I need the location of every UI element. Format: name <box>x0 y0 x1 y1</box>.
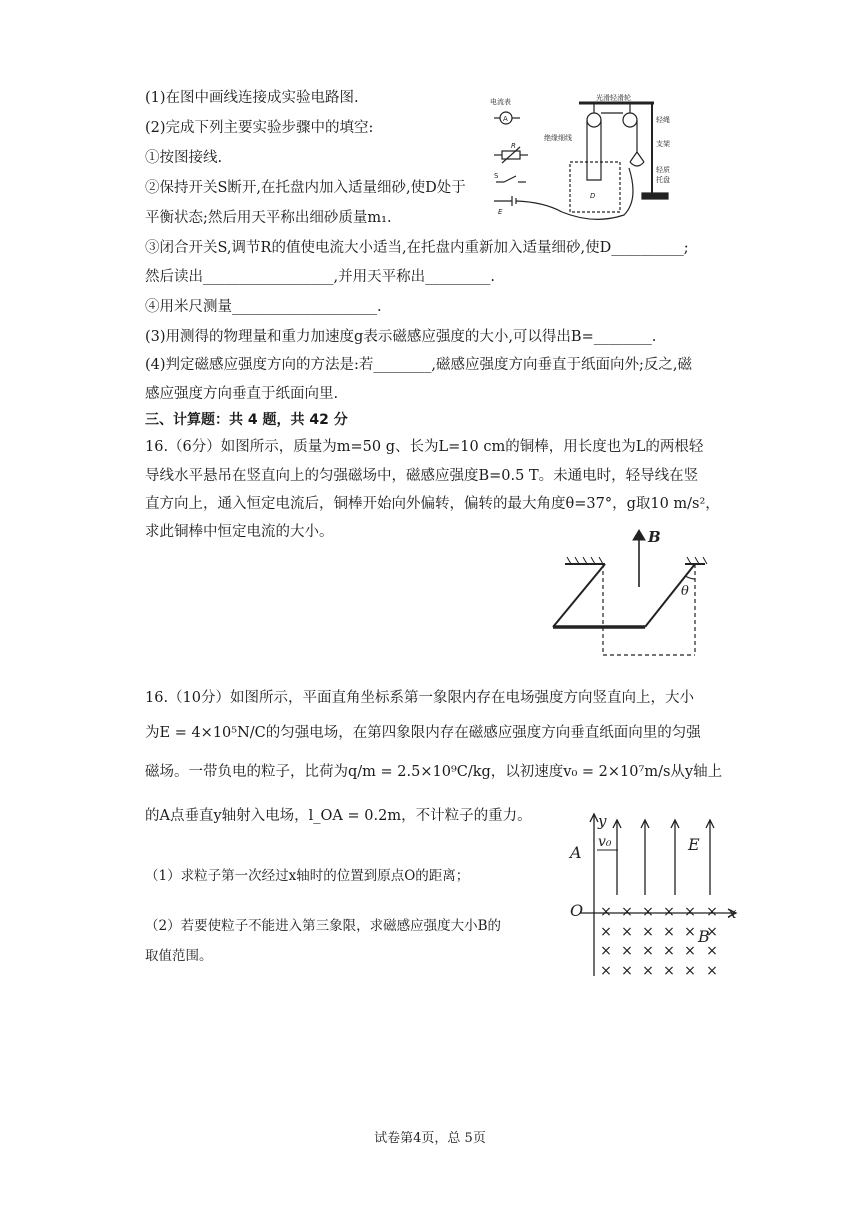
section-title: 三、计算题：共 4 题，共 42 分 <box>145 412 348 428</box>
svg-text:×: × <box>684 943 696 959</box>
q15-line-7: 然后读出__________________,并用天平称出_________. <box>145 269 495 285</box>
svg-text:×: × <box>684 904 696 920</box>
q15-line-9: (3)用测得的物理量和重力加速度g表示磁感应强度的大小,可以得出B=________. <box>145 329 657 345</box>
rheostat-label: R <box>511 142 516 150</box>
apparatus-figure <box>484 90 689 220</box>
svg-text:×: × <box>684 963 696 979</box>
q15-line-1: (1)在图中画线连接成实验电路图. <box>145 90 359 106</box>
switch-label: S <box>494 172 499 180</box>
q16b-line-2: 为E = 4×10⁵N/C的匀强电场，在第四象限内存在磁感应强度方向垂直纸面向里的匀强 <box>145 725 701 741</box>
svg-text:×: × <box>663 963 675 979</box>
svg-text:×: × <box>642 904 654 920</box>
svg-text:×: × <box>642 924 654 940</box>
q16a-line-3: 直方向上，通入恒定电流后，铜棒开始向外偏转，偏转的最大角度θ=37°，g取10 m/s²， <box>145 496 720 512</box>
q16a-line-4: 求此铜棒中恒定电流的大小。 <box>145 524 334 540</box>
copper-rod-figure <box>545 527 725 657</box>
rope-label: 轻绳 <box>656 116 670 124</box>
svg-text:×: × <box>706 904 718 920</box>
svg-text:×: × <box>706 963 718 979</box>
svg-text:×: × <box>600 963 612 979</box>
q16b-line-6: （2）若要使粒子不能进入第三象限，求磁感应强度大小B的 <box>145 918 502 934</box>
q16b-line-5: （1）求粒子第一次经过x轴时的位置到原点O的距离； <box>145 868 470 884</box>
tray-label-2: 托盘 <box>656 176 670 184</box>
e-field-label: E <box>688 835 700 854</box>
q15-line-3: ①按图接线. <box>145 150 223 166</box>
stand-label: 支架 <box>656 140 670 148</box>
ammeter-label: 电流表 <box>490 98 511 106</box>
point-a-label: A <box>570 843 582 862</box>
svg-text:×: × <box>642 963 654 979</box>
svg-text:×: × <box>663 943 675 959</box>
svg-text:×: × <box>600 943 612 959</box>
theta-label: θ <box>681 584 689 599</box>
field-b-label: B <box>648 528 661 546</box>
tray-label-1: 轻质 <box>656 166 670 174</box>
svg-text:×: × <box>600 924 612 940</box>
q16a-line-1: 16.（6分）如图所示，质量为m=50 g、长为L=10 cm的铜棒，用长度也为L的两根轻 <box>145 439 704 455</box>
svg-text:×: × <box>621 963 633 979</box>
q16b-line-7: 取值范围。 <box>145 948 213 964</box>
battery-label: E <box>498 208 503 216</box>
coordinate-field-figure <box>560 810 750 980</box>
q15-line-11: 感应强度方向垂直于纸面向里. <box>145 386 339 402</box>
q15-line-4: ②保持开关S断开,在托盘内加入适量细砂,使D处于 <box>145 180 466 196</box>
origin-label: O <box>570 901 584 920</box>
svg-text:×: × <box>621 924 633 940</box>
svg-text:×: × <box>663 924 675 940</box>
svg-text:×: × <box>621 943 633 959</box>
svg-text:×: × <box>642 943 654 959</box>
insulated-thread-label: 绝缘细线 <box>544 134 572 142</box>
q15-line-8: ④用米尺测量____________________. <box>145 299 382 315</box>
svg-text:×: × <box>663 904 675 920</box>
svg-text:×: × <box>621 904 633 920</box>
q15-line-5: 平衡状态;然后用天平称出细砂质量m₁. <box>145 210 392 226</box>
svg-text:×: × <box>684 924 696 940</box>
svg-text:×: × <box>706 943 718 959</box>
v0-label: v₀ <box>598 834 612 850</box>
b-field-label: B <box>698 927 710 946</box>
svg-text:×: × <box>600 904 612 920</box>
pulley-label: 光滑轻滑轮 <box>596 94 631 102</box>
page-footer: 试卷第4页，总 5页 <box>374 1131 486 1146</box>
q16a-line-2: 导线水平悬吊在竖直向上的匀强磁场中，磁感应强度B=0.5 T。未通电时，轻导线在竖 <box>145 468 699 484</box>
d-label: D <box>590 192 596 200</box>
x-axis-label: x <box>728 904 737 922</box>
ammeter-symbol: A <box>503 115 508 123</box>
q16b-line-3: 磁场。一带负电的粒子，比荷为q/m = 2.5×10⁹C/kg，以初速度v₀ = 2×10⁷m/s从y轴上 <box>145 764 723 780</box>
svg-text:×: × <box>706 924 718 940</box>
q16b-line-4: 的A点垂直y轴射入电场，l_OA = 0.2m，不计粒子的重力。 <box>145 808 532 824</box>
q15-line-6: ③闭合开关S,调节R的值使电流大小适当,在托盘内重新加入适量细砂,使D__________; <box>145 240 689 256</box>
q16b-line-1: 16.（10分）如图所示，平面直角坐标系第一象限内存在电场强度方向竖直向上，大小 <box>145 690 695 706</box>
q15-line-2: (2)完成下列主要实验步骤中的填空: <box>145 120 374 136</box>
y-axis-label: y <box>598 812 607 830</box>
q15-line-10: (4)判定磁感应强度方向的方法是:若________,磁感应强度方向垂直于纸面向外;反之,磁 <box>145 357 693 373</box>
